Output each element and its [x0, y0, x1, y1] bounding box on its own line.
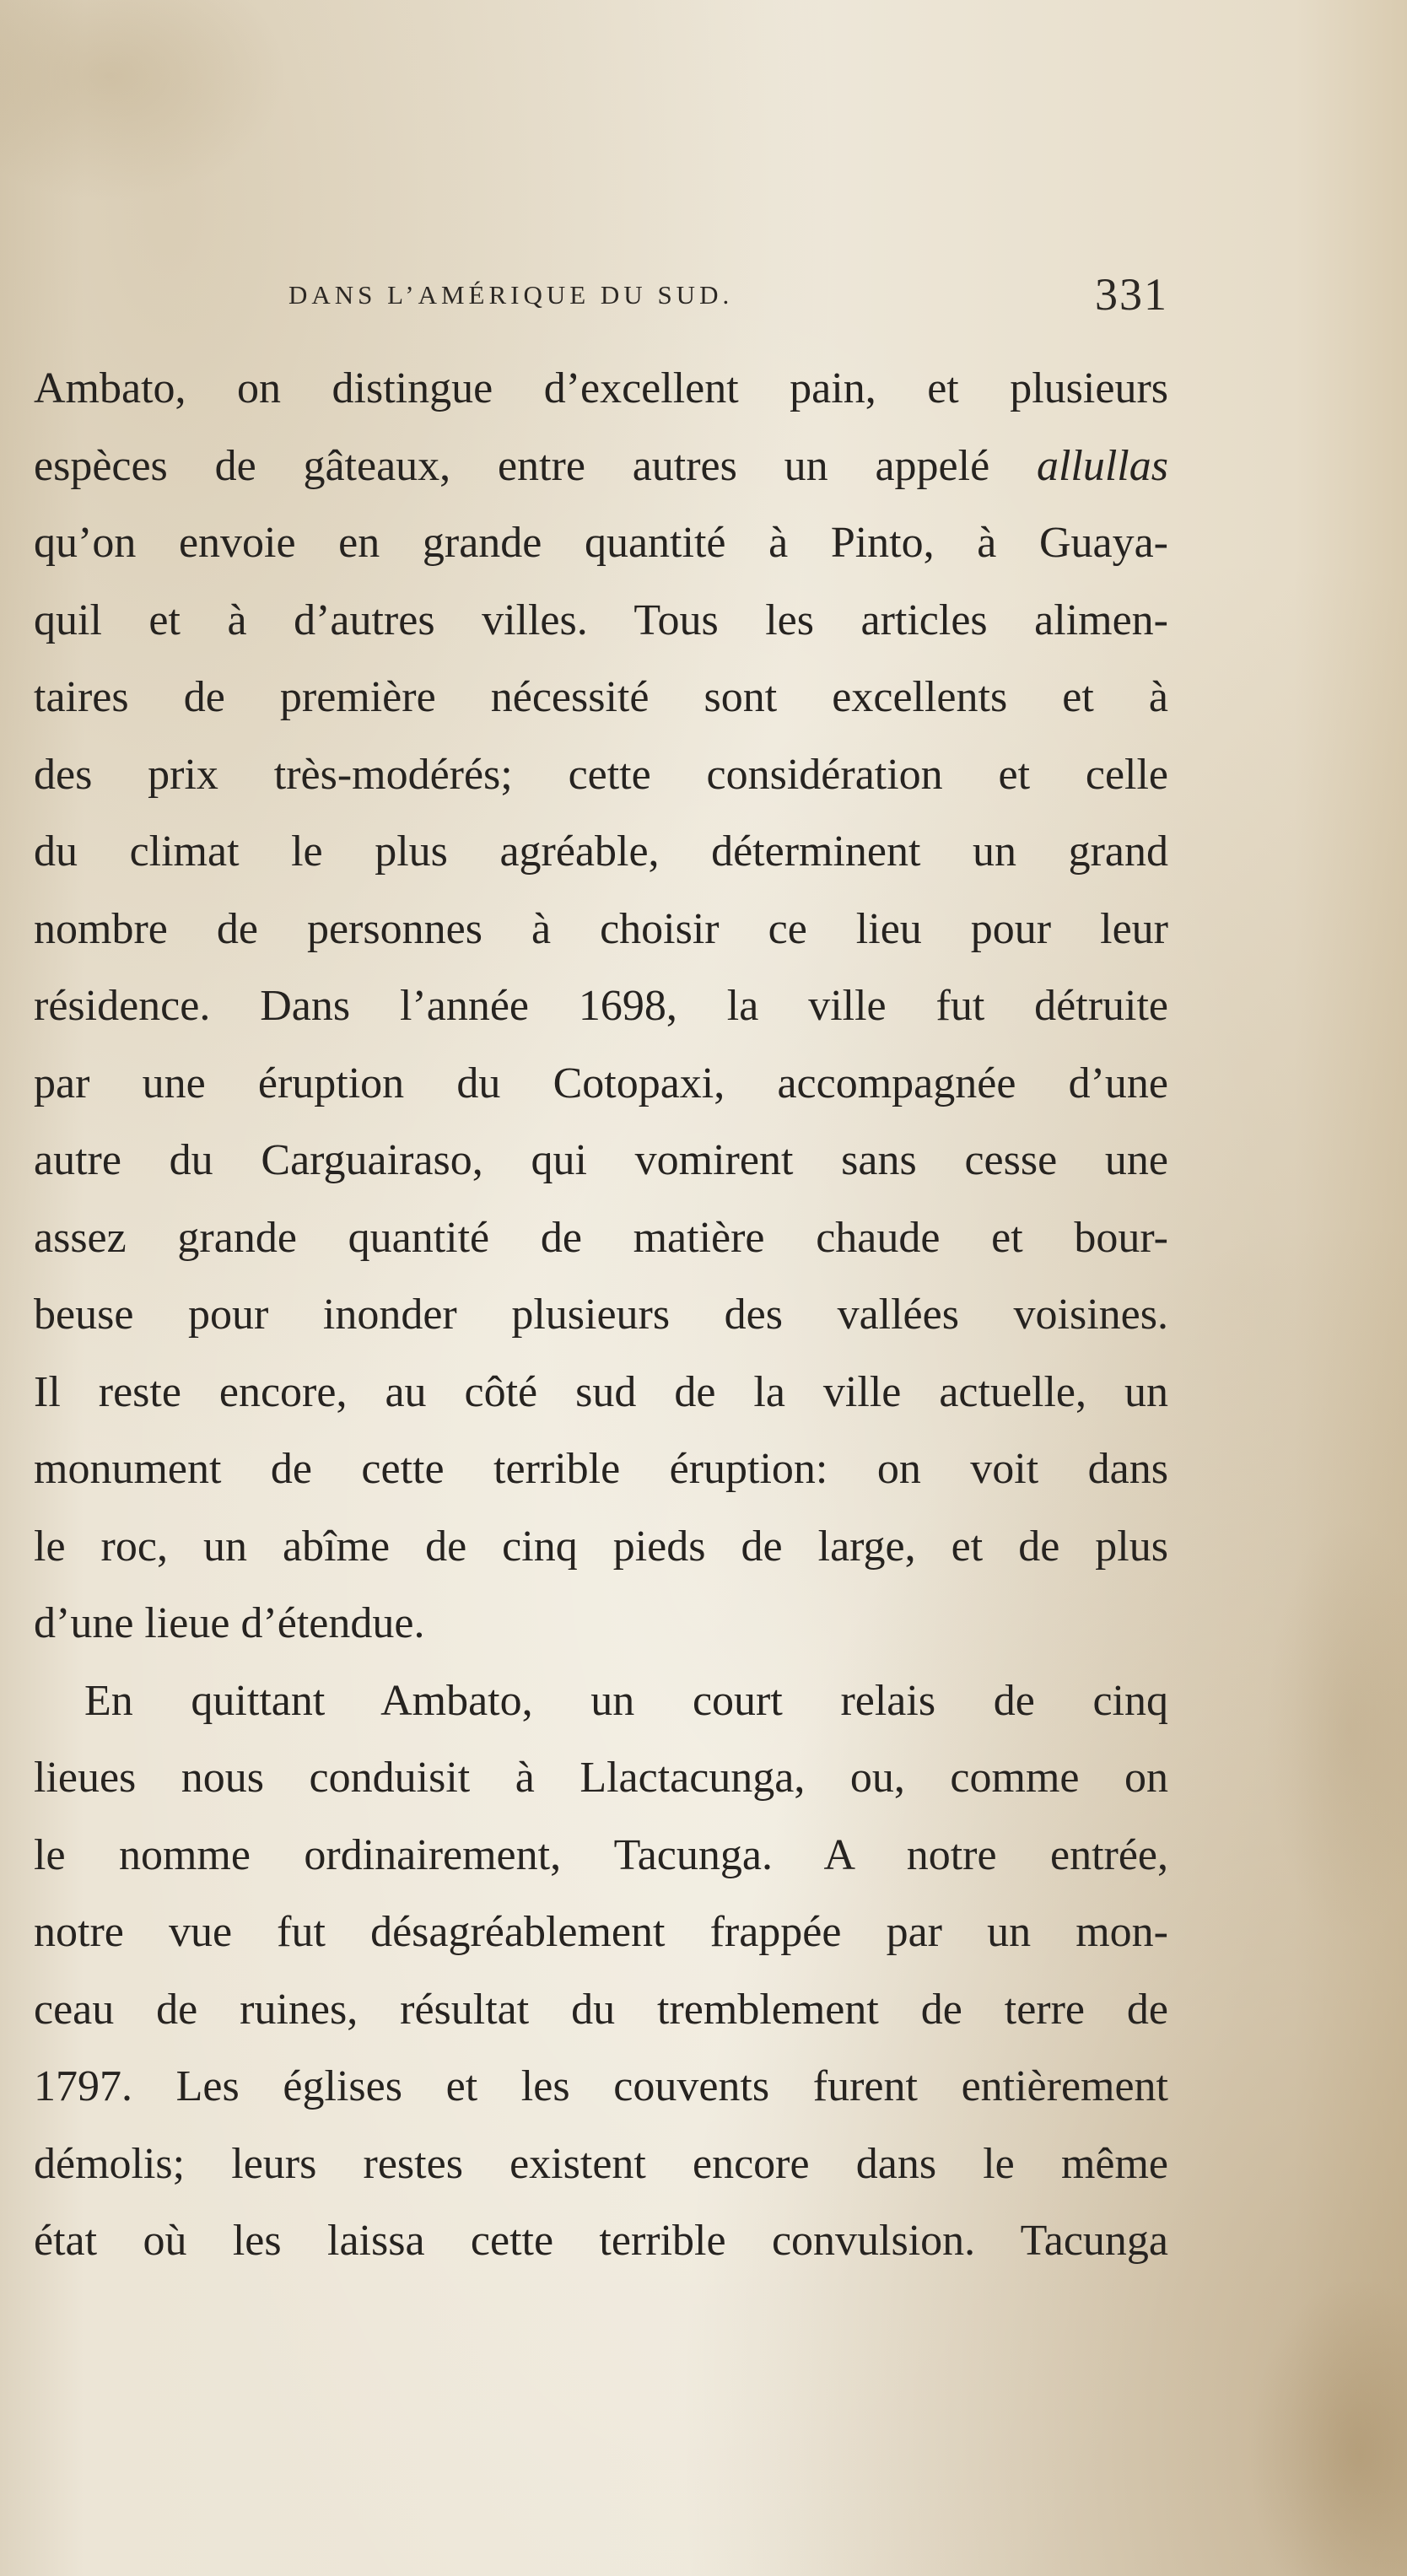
text-line: le nomme ordinairement, Tacunga. A notre entrée,	[34, 1830, 1168, 1879]
text-line: des prix très-modérés; cette considération et celle	[34, 750, 1168, 799]
text-line: Il reste encore, au côté sud de la ville actuelle, un	[34, 1367, 1168, 1416]
text-line: par une éruption du Cotopaxi, accompagnée d’une	[34, 1059, 1168, 1107]
text-line: taires de première nécessité sont excellents et à	[34, 673, 1168, 721]
text-line: beuse pour inonder plusieurs des vallées voisines.	[34, 1291, 1168, 1339]
text-line: 1797. Les églises et les couvents furent entièrement	[34, 2062, 1168, 2110]
text-line: lieues nous conduisit à Llactacunga, ou, comme on	[34, 1754, 1168, 1802]
running-head	[34, 268, 1168, 319]
text-line: monument de cette terrible éruption: on voit dans	[34, 1445, 1168, 1493]
text-line: nombre de personnes à choisir ce lieu pour leur	[34, 904, 1168, 953]
text-line: Ambato, on distingue d’excellent pain, et plusieurs	[34, 364, 1168, 412]
italic-term: allullas	[1036, 441, 1168, 490]
text-line: d’une lieue d’étendue.	[34, 1599, 425, 1647]
text-line: du climat le plus agréable, déterminent un grand	[34, 827, 1168, 876]
paper-stain	[0, 0, 287, 202]
text-line: notre vue fut désagréablement frappée par un mon-	[34, 1908, 1168, 1956]
text-line: démolis; leurs restes existent encore dans le même	[34, 2139, 1168, 2188]
text-line: le roc, un abîme de cinq pieds de large, et de plus	[34, 1522, 1168, 1571]
text-line: assez grande quantité de matière chaude et bour-	[34, 1213, 1168, 1262]
text-line: En quittant Ambato, un court relais de cinq	[84, 1676, 1168, 1725]
text-line: quil et à d’autres villes. Tous les articles alimen-	[34, 595, 1168, 644]
paragraph	[34, 1663, 1168, 2280]
page-number: 331	[1095, 269, 1168, 320]
text-line: état où les laissa cette terrible convulsion. Tacunga	[34, 2217, 1168, 2265]
text-line: espèces de gâteaux, entre autres un appelé allullas	[34, 441, 1168, 490]
text-line: qu’on envoie en grande quantité à Pinto, à Guaya-	[34, 519, 1168, 567]
paragraph	[34, 350, 1168, 1663]
text-line: autre du Carguairaso, qui vomirent sans cesse une	[34, 1136, 1168, 1184]
text-line: ceau de ruines, résultat du tremblement de terre de	[34, 1985, 1168, 2034]
paper-stain	[1265, 1518, 1407, 1940]
paper-stain	[1248, 2277, 1407, 2576]
running-title: DANS L’AMÉRIQUE DU SUD.	[288, 280, 734, 310]
body-text	[34, 350, 1168, 2280]
text-line: résidence. Dans l’année 1698, la ville fut détruite	[34, 982, 1168, 1030]
